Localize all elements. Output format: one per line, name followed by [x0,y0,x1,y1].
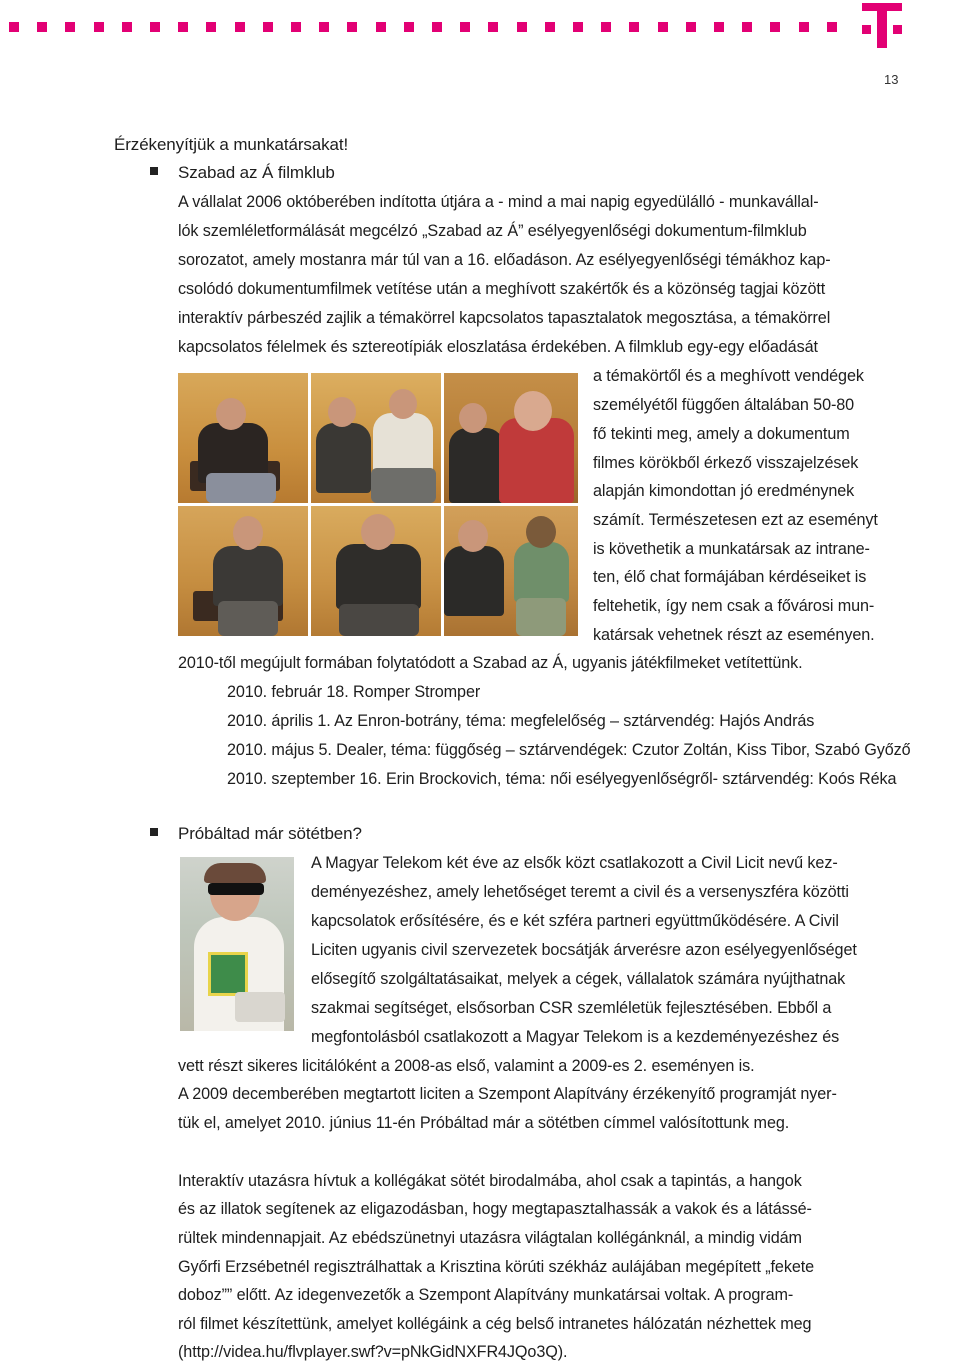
paragraph-line: Interaktív utazásra hívtuk a kollégákat sötét birodalmába, ahol csak a tapintás, a hangok [178,1172,802,1190]
filmklub-photo-3 [444,373,578,503]
side-text-line: A Magyar Telekom két éve az elsők közt csatlakozott a Civil Licit nevű kez- [311,854,838,872]
side-text-line: Liciten ugyanis civil szervezetek bocsátják árverésre azon esélyegyenlőséget [311,941,857,959]
header-dot [714,22,724,32]
header-dot [150,22,160,32]
filmklub-photo-6 [444,506,578,636]
header-dot [9,22,19,32]
side-text-line: kapcsolatok erősítésére, és e két szféra partneri együttműködésére. A Civil [311,912,839,930]
header-dot [404,22,414,32]
header-dot [799,22,809,32]
header-dot [94,22,104,32]
paragraph-line: tük el, amelyet 2010. június 11-én Próbáltad már a sötétben címmel valósítottunk meg. [178,1114,790,1132]
header-dot [742,22,752,32]
header-dot [629,22,639,32]
event-item: 2010. május 5. Dealer, téma: függőség – sztárvendégek: Czutor Zoltán, Kiss Tibor, Szabó Győző [227,741,911,759]
section-heading-sotetben: Próbáltad már sötétben? [178,824,362,843]
header-dot [319,22,329,32]
filmklub-photo-2 [311,373,441,503]
section-heading-filmklub: Szabad az Á filmklub [178,163,335,182]
header-dot [601,22,611,32]
paragraph-line: A vállalat 2006 októberében indította útjára a - mind a mai napig egyedülálló - munkavállal- [178,193,819,211]
side-text-line: személyétől függően általában 50-80 [593,396,855,414]
side-text-line: feltehetik, így nem csak a fővárosi mun- [593,597,875,615]
header-dot [488,22,498,32]
side-text-line: ten, élő chat formájában kérdéseiket is [593,568,867,586]
page-number: 13 [884,72,899,87]
header-dot [545,22,555,32]
side-text-line: filmes körökből érkező visszajelzések [593,454,859,472]
blindfold-photo [180,857,294,1031]
header-dot [65,22,75,32]
header-dot [686,22,696,32]
side-text-line: szakmai segítséget, elsősorban CSR szemléletük fejlesztésében. Ebből a [311,999,832,1017]
header-dot [122,22,132,32]
side-text-line: a témakörtől és a meghívott vendégek [593,367,864,385]
paragraph-line: vett részt sikeres licitálóként a 2008-as első, valamint a 2009-es 2. eseményen is. [178,1057,755,1075]
telekom-t-logo [862,0,902,48]
side-text-line: deményezéshez, amely lehetőséget teremt a civil és a versenyszféra közötti [311,883,849,901]
paragraph-line: kapcsolatos félelmek és sztereotípiák eloszlatása érdekében. A filmklub egy-egy előadását [178,338,818,356]
header-dot-row [9,22,849,34]
video-link[interactable]: (http://videa.hu/flvplayer.swf?v=pNkGidNXFR4JQo3Q). [178,1343,568,1361]
header-dot [347,22,357,32]
paragraph-line: lók szemléletformálását megcélzó „Szabad az Á” esélyegyenlőségi dokumentum-filmklub [178,222,807,240]
side-text-line: elősegítő szolgáltatásaikat, melyek a cégek, vállalatok számára nyújthatnak [311,970,846,988]
header-dot [517,22,527,32]
side-text-line: katársak vehetnek részt az eseményen. [593,626,875,644]
paragraph-line: interaktív párbeszéd zajlik a témakörrel kapcsolatos tapasztalatok megosztása, a témakörrel [178,309,831,327]
paragraph-line: csolódó dokumentumfilmek vetítése után a meghívott szakértők és a közönség tagjai között [178,280,826,298]
paragraph-line: Győrfi Erzsébetnél regisztrálhattak a Krisztina körúti székház aulájában megépített „fekete [178,1258,815,1276]
header-dot [178,22,188,32]
bullet-marker [150,167,158,175]
header-dot [291,22,301,32]
header-dot [770,22,780,32]
paragraph-line: doboz”” előtt. Az idegenvezetők a Szempont Alapítvány munkatársai voltak. A program- [178,1286,794,1304]
bullet-marker [150,828,158,836]
side-text-line: megfontolásból csatlakozott a Magyar Telekom is a kezdeményezéshez és [311,1028,840,1046]
paragraph-line: 2010-től megújult formában folytatódott a Szabad az Á, ugyanis játékfilmeket vetítettünk. [178,654,803,672]
header-dot [37,22,47,32]
side-text-line: alapján kimondottan jó eredménynek [593,482,855,500]
paragraph-line: ról filmet készítettünk, amelyet kollégáink a cég belső intranetes hálózatán nézhettek meg [178,1315,812,1333]
filmklub-photo-4 [178,506,308,636]
side-text-line: is követhetik a munkatársak az intrane- [593,540,870,558]
header-dot [235,22,245,32]
filmklub-photo-1 [178,373,308,503]
paragraph-line: sorozatot, amely mostanra már túl van a 16. előadáson. Az esélyegyenlőségi témákhoz kap- [178,251,831,269]
header-dot [573,22,583,32]
side-text-line: számít. Természetesen ezt az eseményt [593,511,878,529]
header-dot [206,22,216,32]
event-item: 2010. szeptember 16. Erin Brockovich, téma: női esélyegyenlőségről- sztárvendég: Koós Réka [227,770,897,788]
header-dot [658,22,668,32]
header-dot [376,22,386,32]
filmklub-photo-5 [311,506,441,636]
paragraph-line: rültek mindennapjait. Az ebédszünetnyi utazásra világtalan kollégánknál, a mindig vidám [178,1229,802,1247]
event-item: 2010. február 18. Romper Stromper [227,683,481,701]
side-text-line: fő tekinti meg, amely a dokumentum [593,425,850,443]
page-title: Érzékenyítjük a munkatársakat! [114,135,349,154]
event-item: 2010. április 1. Az Enron-botrány, téma: megfelelőség – sztárvendég: Hajós András [227,712,815,730]
header-dot [263,22,273,32]
paragraph-line: és az illatok segítenek az eligazodásban, hogy megtapasztalhassák a vakok és a látássé- [178,1200,812,1218]
header-dot [827,22,837,32]
header-dot [432,22,442,32]
header-dot [460,22,470,32]
paragraph-line: A 2009 decemberében megtartott liciten a Szempont Alapítvány érzékenyítő programját nyer- [178,1085,837,1103]
